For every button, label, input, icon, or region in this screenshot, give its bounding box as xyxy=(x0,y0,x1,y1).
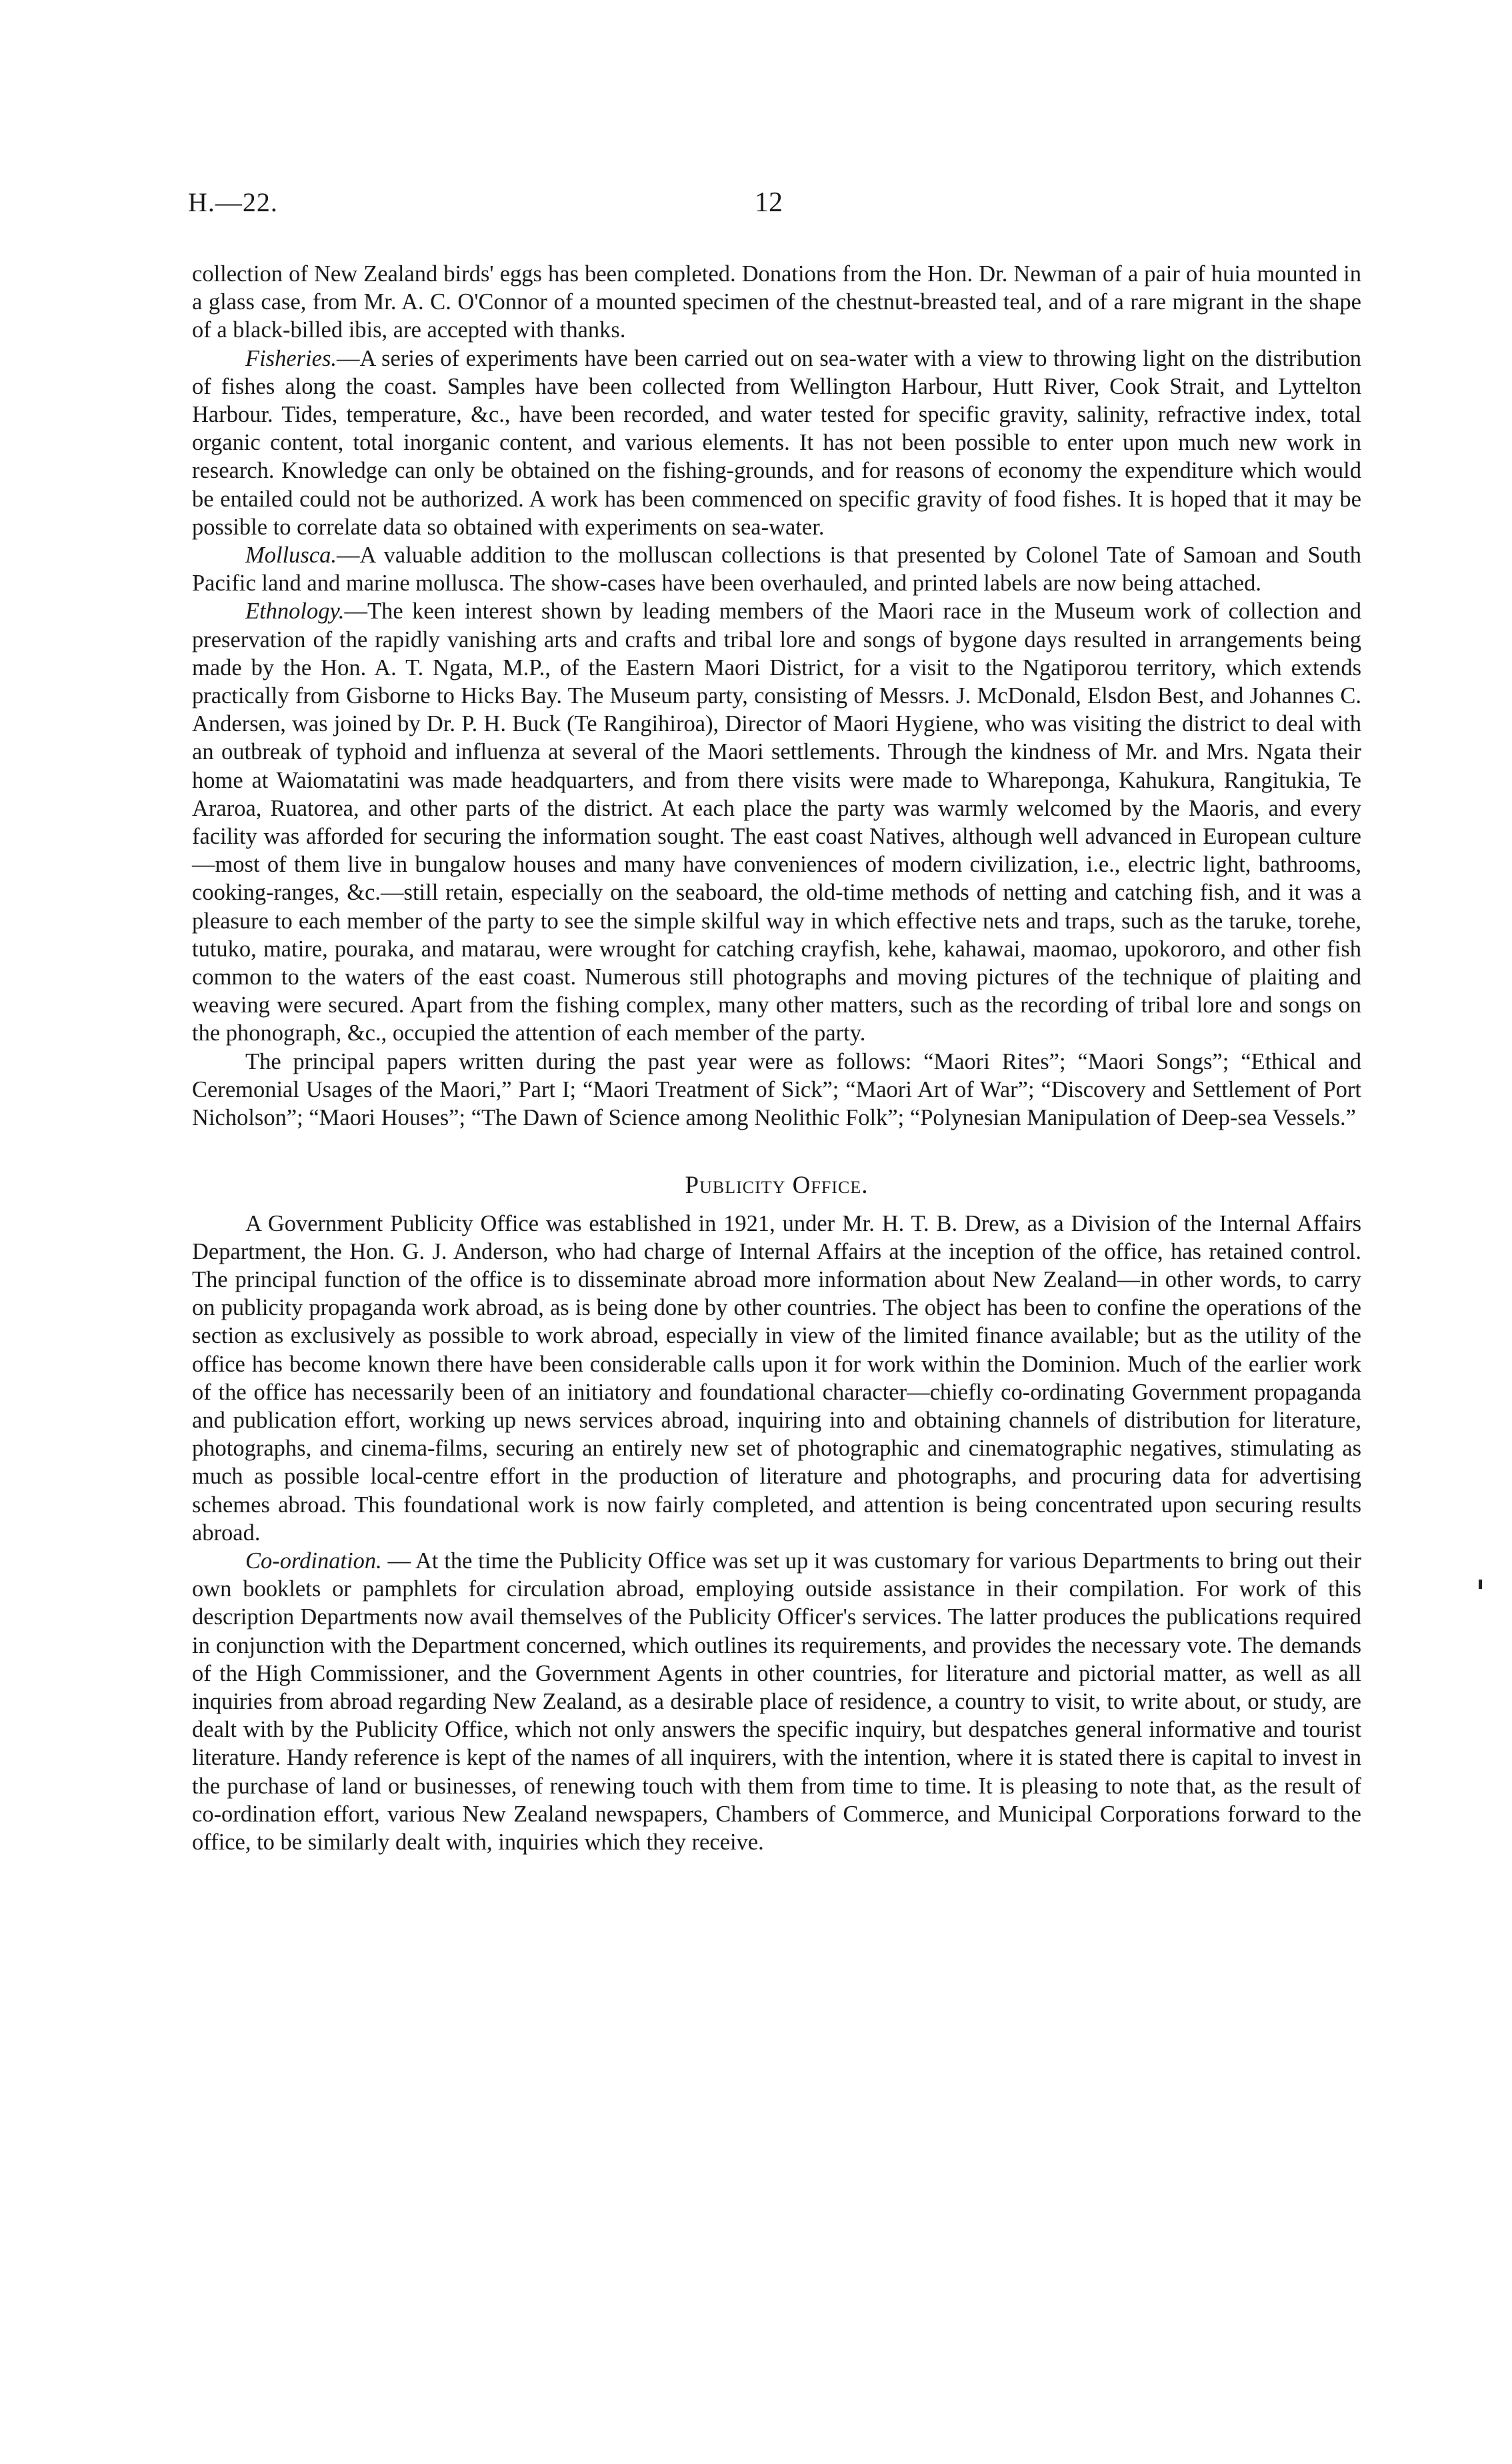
paragraph-text: collection of New Zealand birds' eggs has been completed. Donations from the Hon. Dr. Newman of a pair of huia mounted in a glass case, from Mr. A. C. O'Connor of a mounted specimen of the chestnut-breasted teal, and of a rare migrant in the shape of a black-billed ibis, are accepted with thanks. xyxy=(192,261,1361,343)
paragraph-mollusca xyxy=(192,541,1361,597)
paragraph-text: The principal papers written during the past year were as follows: “Maori Rites”; “Maori Songs”; “Ethical and Ceremonial Usages of the Maori,” Part I; “Maori Treatment of Sick”; “Maori Art of War”; “Discovery and Settlement of Port Nicholson”; “Maori Houses”; “The Dawn of Science among Neolithic Folk”; “Polynesian Manipulation of Deep-sea Vessels.” xyxy=(192,1048,1361,1131)
paragraph-principal-papers xyxy=(192,1048,1361,1132)
paragraph-text: — At the time the Publicity Office was set up it was customary for various Departments to bring out their own booklets or pamphlets for circulation abroad, employing outside assistance in their compilation. For work of this description Departments now avail themselves of the Publicity Officer's services. The latter produces the publications required in conjunction with the Department concerned, which outlines its requirements, and provides the necessary vote. The demands of the High Commissioner, and the Government Agents in other countries, for literature and pictorial matter, as well as all inquiries from abroad regarding New Zealand, as a desirable place of residence, a country to visit, to write about, or study, are dealt with by the Publicity Office, which not only answers the specific inquiry, but despatches general informative and tourist literature. Handy reference is kept of the names of all inquirers, with the intention, where it is stated there is capital to invest in the purchase of land or businesses, of renewing touch with them from time to time. It is pleasing to note that, as the result of co-ordination effort, various New Zealand newspapers, Chambers of Commerce, and Municipal Corporations forward to the office, to be similarly dealt with, inquiries which they receive. xyxy=(192,1548,1361,1855)
section-title-publicity-office: Publicity Office. xyxy=(685,1172,869,1200)
paragraph-heading: Mollusca. xyxy=(245,543,337,569)
paragraph-publicity-intro xyxy=(192,1210,1361,1547)
paragraph-text: —A series of experiments have been carried out on sea-water with a view to throwing light on the distribution of fishes along the coast. Samples have been collected from Wellington Harbour, Hutt River, Cook Strait, and Lyttelton Harbour. Tides, temperature, &c., have been recorded, and water tested for specific gravity, salinity, refractive index, total organic content, total inorganic content, and various elements. It has not been possible to enter upon much new work in research. Knowledge can only be obtained on the fishing-grounds, and for reasons of economy the expenditure which would be entailed could not be authorized. A work has been commenced on specific gravity of food fishes. It is hoped that it may be possible to correlate data so obtained with experiments on sea-water. xyxy=(192,345,1361,540)
paragraph-heading: Co-ordination. xyxy=(245,1548,382,1574)
paragraph-text: —A valuable addition to the molluscan collections is that presented by Colonel Tate of Samoan and South Pacific land and marine mollusca. The show-cases have been overhauled, and printed labels are now being attached. xyxy=(192,543,1361,597)
paragraph-heading: Fisheries. xyxy=(245,345,337,371)
document-body xyxy=(192,260,1361,1856)
paragraph-text: A Government Publicity Office was established in 1921, under Mr. H. T. B. Drew, as a Division of the Internal Affairs Department, the Hon. G. J. Anderson, who had charge of Internal Affairs at the inception of the office, has retained control. The principal function of the office is to disseminate abroad more information about New Zealand—in other words, to carry on publicity propaganda work abroad, as is being done by other countries. The object has been to confine the operations of the section as exclusively as possible to work abroad, especially in view of the limited finance available; but as the utility of the office has become known there have been considerable calls upon it for work within the Dominion. Much of the earlier work of the office has necessarily been of an initiatory and foundational character—chiefly co-ordinating Government propaganda and publication effort, working up news services abroad, inquiring into and obtaining channels of distribution for literature, photographs, and cinema-films, securing an entirely new set of photographic and cinematographic negatives, stimulating as much as possible local-centre effort in the production of literature and photographs, and procuring data for advertising schemes abroad. This foundational work is now fairly completed, and attention is being concentrated upon securing results abroad. xyxy=(192,1210,1361,1546)
margin-mark xyxy=(1479,1580,1482,1589)
paragraph-co-ordination xyxy=(192,1547,1361,1856)
paragraph-heading: Ethnology. xyxy=(245,599,345,624)
paragraph-fisheries xyxy=(192,345,1361,541)
page-header xyxy=(188,187,1376,227)
document-code: H.—22. xyxy=(188,187,278,217)
page-number: 12 xyxy=(755,187,783,218)
paragraph-birds-continued xyxy=(192,260,1361,345)
paragraph-text: —The keen interest shown by leading members of the Maori race in the Museum work of collection and preservation of the rapidly vanishing arts and crafts and tribal lore and songs of bygone days resulted in arrangements being made by the Hon. A. T. Ngata, M.P., of the Eastern Maori District, for a visit to the Ngatiporou territory, which extends practically from Gisborne to Hicks Bay. The Museum party, consisting of Messrs. J. McDonald, Elsdon Best, and Johannes C. Andersen, was joined by Dr. P. H. Buck (Te Rangihiroa), Director of Maori Hygiene, who was visiting the district to deal with an outbreak of typhoid and influenza at several of the Maori settlements. Through the kindness of Mr. and Mrs. Ngata their home at Waiomatatini was made headquarters, and from there visits were made to Whareponga, Kahukura, Rangitukia, Te Araroa, Ruatorea, and other parts of the district. At each place the party was warmly welcomed by the Maoris, and every facility was afforded for securing the information sought. The east coast Natives, although well advanced in European culture—most of them live in bungalow houses and many have conveniences of modern civilization, i.e., electric light, bathrooms, cooking-ranges, &c.—still retain, especially on the seaboard, the old-time methods of netting and catching fish, and it was a pleasure to each member of the party to see the simple skilful way in which effective nets and traps, such as the taruke, torehe, tutuko, matire, pouraka, and matarau, were wrought for catching crayfish, kehe, kahawai, maomao, upokororo, and other fish common to the waters of the east coast. Numerous still photographs and moving pictures of the technique of plaiting and weaving were secured. Apart from the fishing complex, many other matters, such as the recording of tribal lore and songs on the phonograph, &c., occupied the attention of each member of the party. xyxy=(192,599,1361,1046)
paragraph-ethnology xyxy=(192,597,1361,1047)
